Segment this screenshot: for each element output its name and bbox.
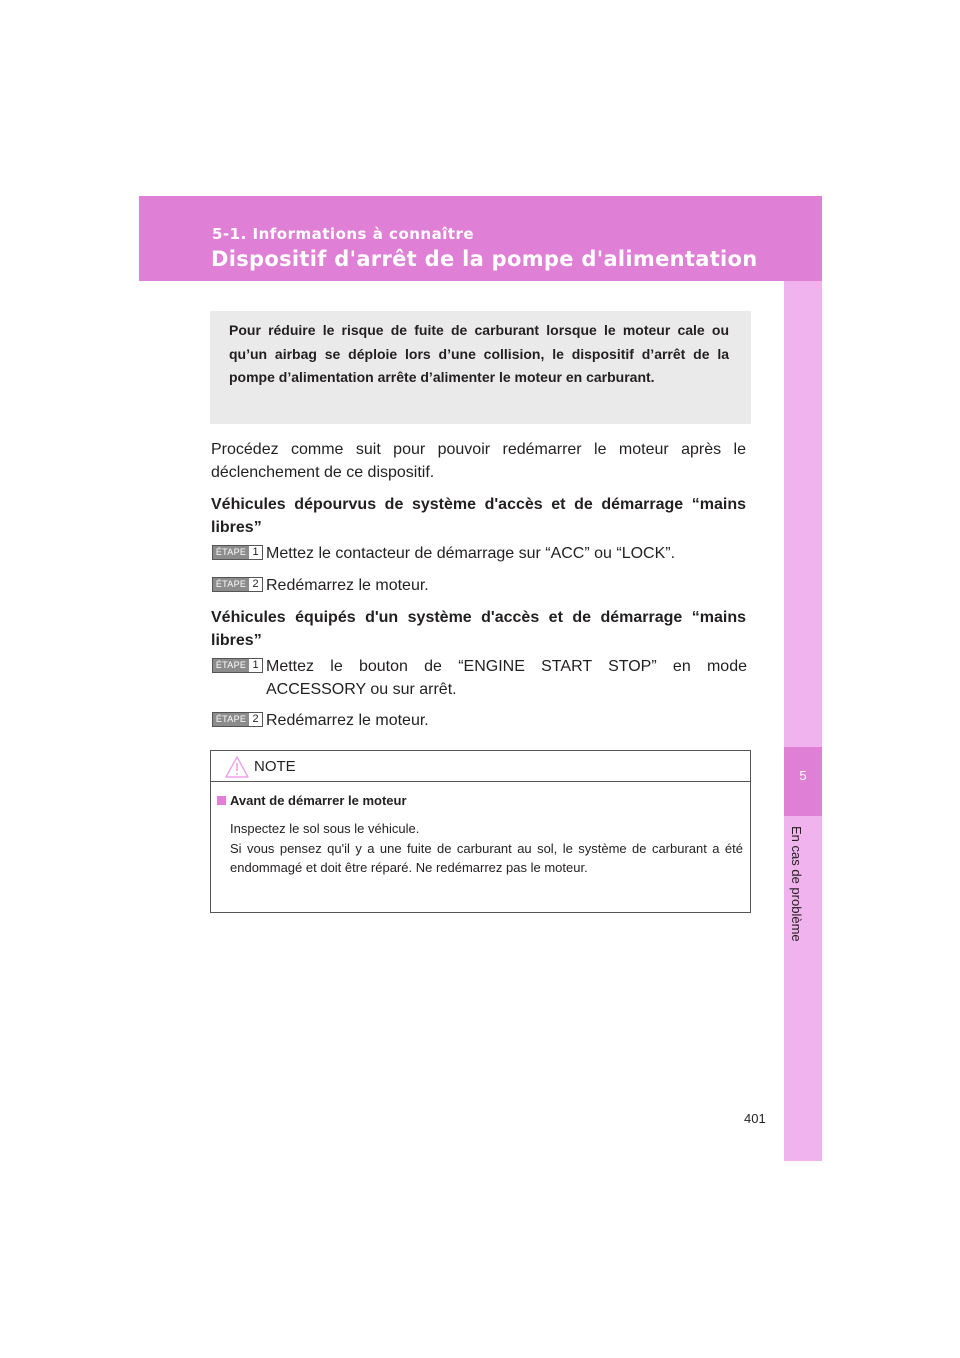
step-text: Mettez le contacteur de démarrage sur “ACC” ou “LOCK”.: [266, 545, 676, 562]
step-badge: ÉTAPE 1: [212, 545, 263, 560]
page-number: 401: [744, 1111, 766, 1126]
step-text: Redémarrez le moteur.: [266, 577, 429, 594]
step-badge: ÉTAPE 1: [212, 658, 263, 673]
section-label: 5-1. Informations à connaître: [212, 225, 475, 243]
note-box: [210, 750, 751, 913]
note-heading: Avant de démarrer le moteur: [217, 793, 407, 808]
note-header: [211, 751, 750, 782]
note-line: Inspectez le sol sous le véhicule.: [230, 821, 420, 836]
section-heading-with-smart-key: Véhicules équipés d'un système d'accès et de démarrage “mains libres”: [211, 609, 746, 649]
step-text: Redémarrez le moteur.: [266, 712, 429, 729]
step-a-1: [212, 542, 747, 565]
section-heading-without-smart-key: Véhicules dépourvus de système d'accès et de démarrage “mains libres”: [211, 496, 746, 536]
intro-text: Pour réduire le risque de fuite de carburant lorsque le moteur cale ou qu’un airbag se déploie lors d’une collision, le dispositif d’arrêt de la pompe d’alimentation arrête d’alimenter le moteur en carburant.: [229, 322, 729, 385]
intro-box: [210, 311, 751, 424]
chapter-side-tab: [784, 281, 822, 1161]
step-b-2: [212, 709, 747, 732]
note-label: NOTE: [254, 758, 296, 775]
procedure-text: Procédez comme suit pour pouvoir redémarrer le moteur après le déclenchement de ce dispositif.: [211, 441, 746, 481]
step-a-2: [212, 574, 747, 597]
chapter-number: 5: [799, 768, 807, 783]
note-body: [230, 819, 743, 878]
square-bullet-icon: [217, 796, 226, 805]
page-title: Dispositif d'arrêt de la pompe d'alimentation: [211, 247, 758, 271]
step-badge: ÉTAPE 2: [212, 577, 263, 592]
warning-triangle-icon: [225, 756, 249, 778]
step-badge: ÉTAPE 2: [212, 712, 263, 727]
note-line: Si vous pensez qu'il y a une fuite de carburant au sol, le système de carburant a été endommagé et doit être réparé. Ne redémarrez pas le moteur.: [230, 840, 743, 875]
chapter-label: En cas de problème: [789, 826, 804, 942]
step-text: Mettez le bouton de “ENGINE START STOP” en mode ACCESSORY ou sur arrêt.: [266, 658, 747, 698]
step-b-1: [212, 655, 747, 701]
